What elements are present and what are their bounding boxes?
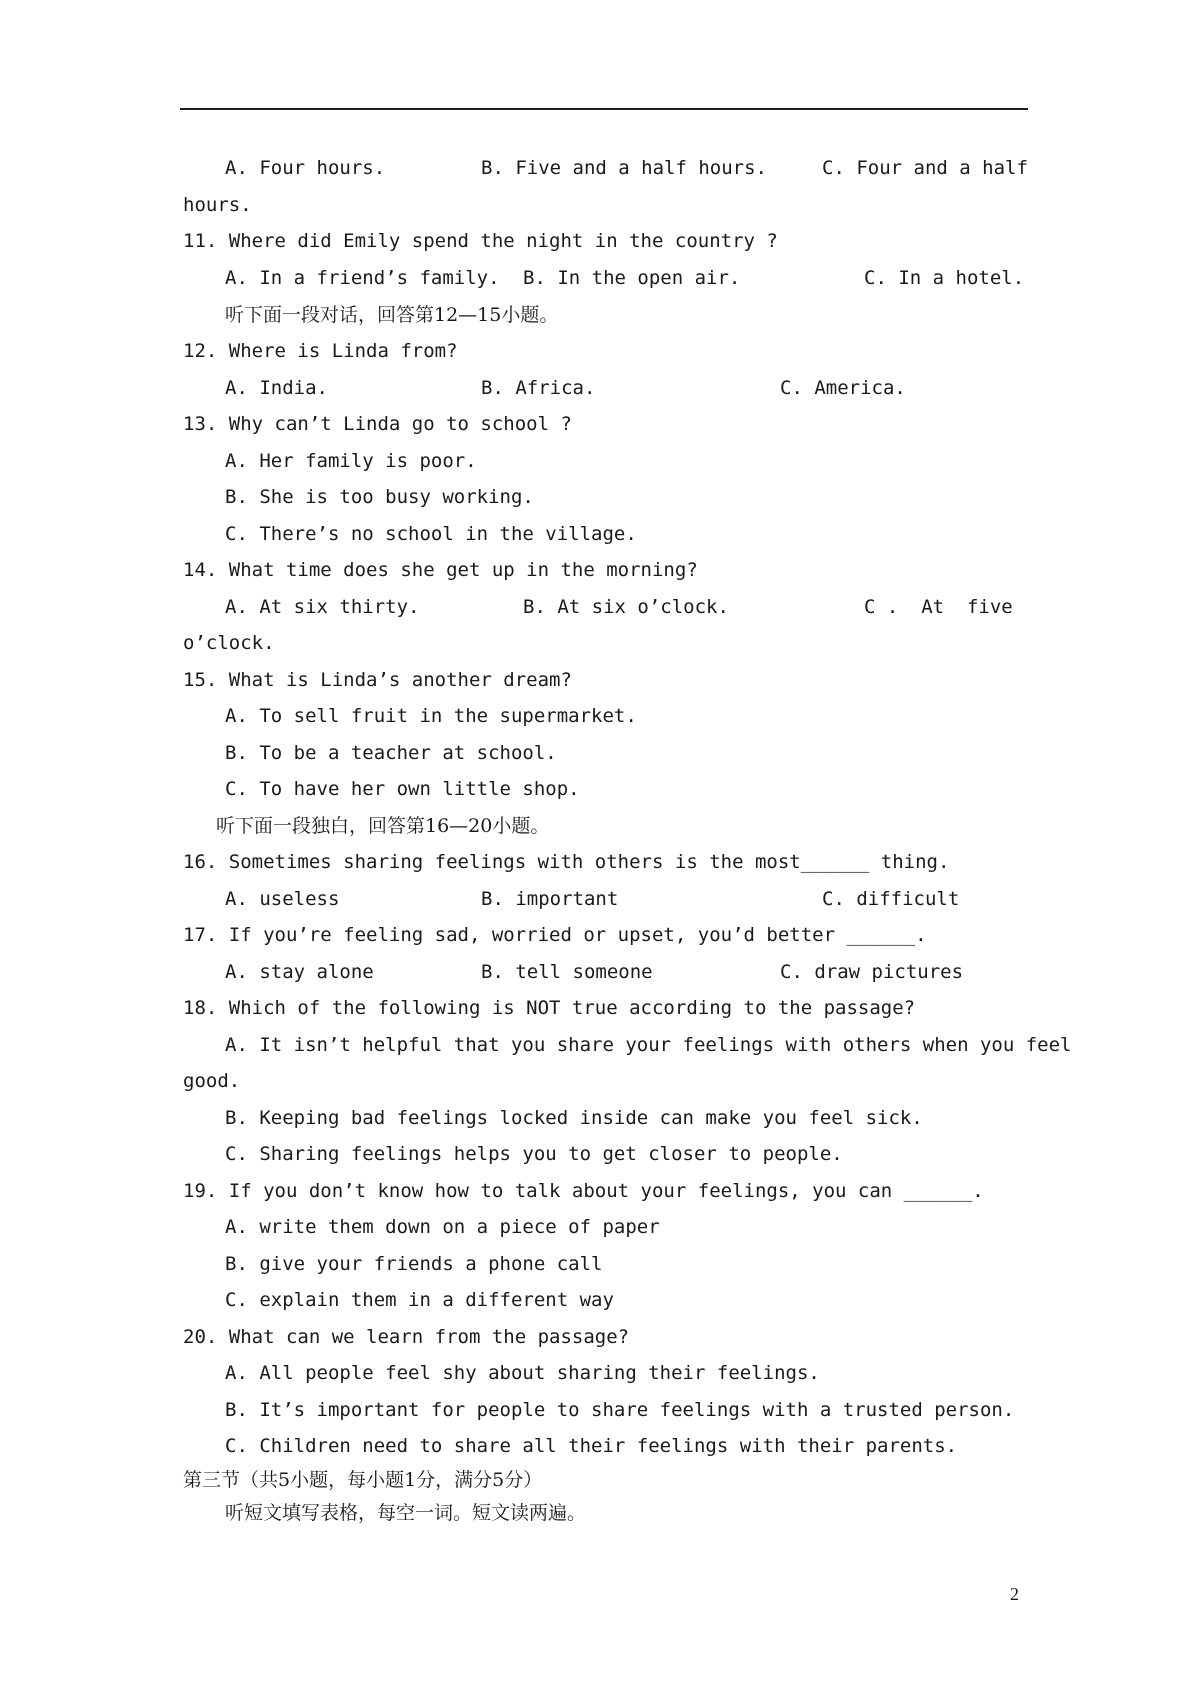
q14-option-a: A. At six thirty. <box>225 596 420 618</box>
q13-option-b: B. She is too busy working. <box>225 486 534 508</box>
q19-stem: 19. If you don’t know how to talk about your feelings, you can ______. <box>183 1180 984 1202</box>
q15-option-c: C. To have her own little shop. <box>225 778 580 800</box>
q17-option-c: C. draw pictures <box>780 961 964 983</box>
q18-option-c: C. Sharing feelings helps you to get closer to people. <box>225 1143 843 1165</box>
q13-option-a: A. Her family is poor. <box>225 450 477 472</box>
q10-option-c-continued: hours. <box>183 194 252 216</box>
q14-option-c-continued: o’clock. <box>183 632 275 654</box>
q20-option-b: B. It’s important for people to share feelings with a trusted person. <box>225 1399 1015 1421</box>
q18-option-b: B. Keeping bad feelings locked inside can make you feel sick. <box>225 1107 923 1129</box>
q15-option-a: A. To sell fruit in the supermarket. <box>225 705 637 727</box>
instruction-16-20: 听下面一段独白，回答第16—20小题。 <box>216 815 550 837</box>
q20-stem: 20. What can we learn from the passage? <box>183 1326 630 1348</box>
q15-option-b: B. To be a teacher at school. <box>225 742 557 764</box>
q19-option-c: C. explain them in a different way <box>225 1289 614 1311</box>
q10-option-c: C. Four and a half <box>822 157 1028 179</box>
header-rule <box>180 108 1028 110</box>
q17-option-b: B. tell someone <box>481 961 653 983</box>
q11-option-b: B. In the open air. <box>523 267 741 289</box>
q16-stem: 16. Sometimes sharing feelings with others is the most______ thing. <box>183 851 950 873</box>
q14-option-c: C . At five <box>864 596 1013 618</box>
section3-instruction: 听短文填写表格，每空一词。短文读两遍。 <box>225 1502 587 1524</box>
q11-stem: 11. Where did Emily spend the night in the country ? <box>183 230 778 252</box>
q13-option-c: C. There’s no school in the village. <box>225 523 637 545</box>
q16-option-b: B. important <box>481 888 619 910</box>
q18-stem: 18. Which of the following is NOT true according to the passage? <box>183 997 916 1019</box>
q17-option-a: A. stay alone <box>225 961 374 983</box>
q12-option-b: B. Africa. <box>481 377 596 399</box>
q17-stem: 17. If you’re feeling sad, worried or upset, you’d better ______. <box>183 924 927 946</box>
q12-option-c: C. America. <box>780 377 906 399</box>
q20-option-a: A. All people feel shy about sharing their feelings. <box>225 1362 820 1384</box>
q12-stem: 12. Where is Linda from? <box>183 340 458 362</box>
q20-option-c: C. Children need to share all their feelings with their parents. <box>225 1435 958 1457</box>
q11-option-c: C. In a hotel. <box>864 267 1025 289</box>
q19-option-b: B. give your friends a phone call <box>225 1253 603 1275</box>
q11-option-a: A. In a friend’s family. <box>225 267 500 289</box>
page-number: 2 <box>1010 1584 1019 1604</box>
section3-title: 第三节（共5小题，每小题1分，满分5分） <box>183 1469 543 1491</box>
q16-option-a: A. useless <box>225 888 340 910</box>
q19-option-a: A. write them down on a piece of paper <box>225 1216 660 1238</box>
q16-option-c: C. difficult <box>822 888 960 910</box>
q18-option-a: A. It isn’t helpful that you share your feelings with others when you feel <box>225 1034 1072 1056</box>
instruction-12-15: 听下面一段对话，回答第12—15小题。 <box>225 304 559 326</box>
q10-option-b: B. Five and a half hours. <box>481 157 767 179</box>
q18-option-a-continued: good. <box>183 1070 241 1092</box>
q12-option-a: A. India. <box>225 377 328 399</box>
q15-stem: 15. What is Linda’s another dream? <box>183 669 572 691</box>
q13-stem: 13. Why can’t Linda go to school ? <box>183 413 572 435</box>
q14-option-b: B. At six o’clock. <box>523 596 729 618</box>
q10-option-a: A. Four hours. <box>225 157 386 179</box>
q14-stem: 14. What time does she get up in the morning? <box>183 559 698 581</box>
